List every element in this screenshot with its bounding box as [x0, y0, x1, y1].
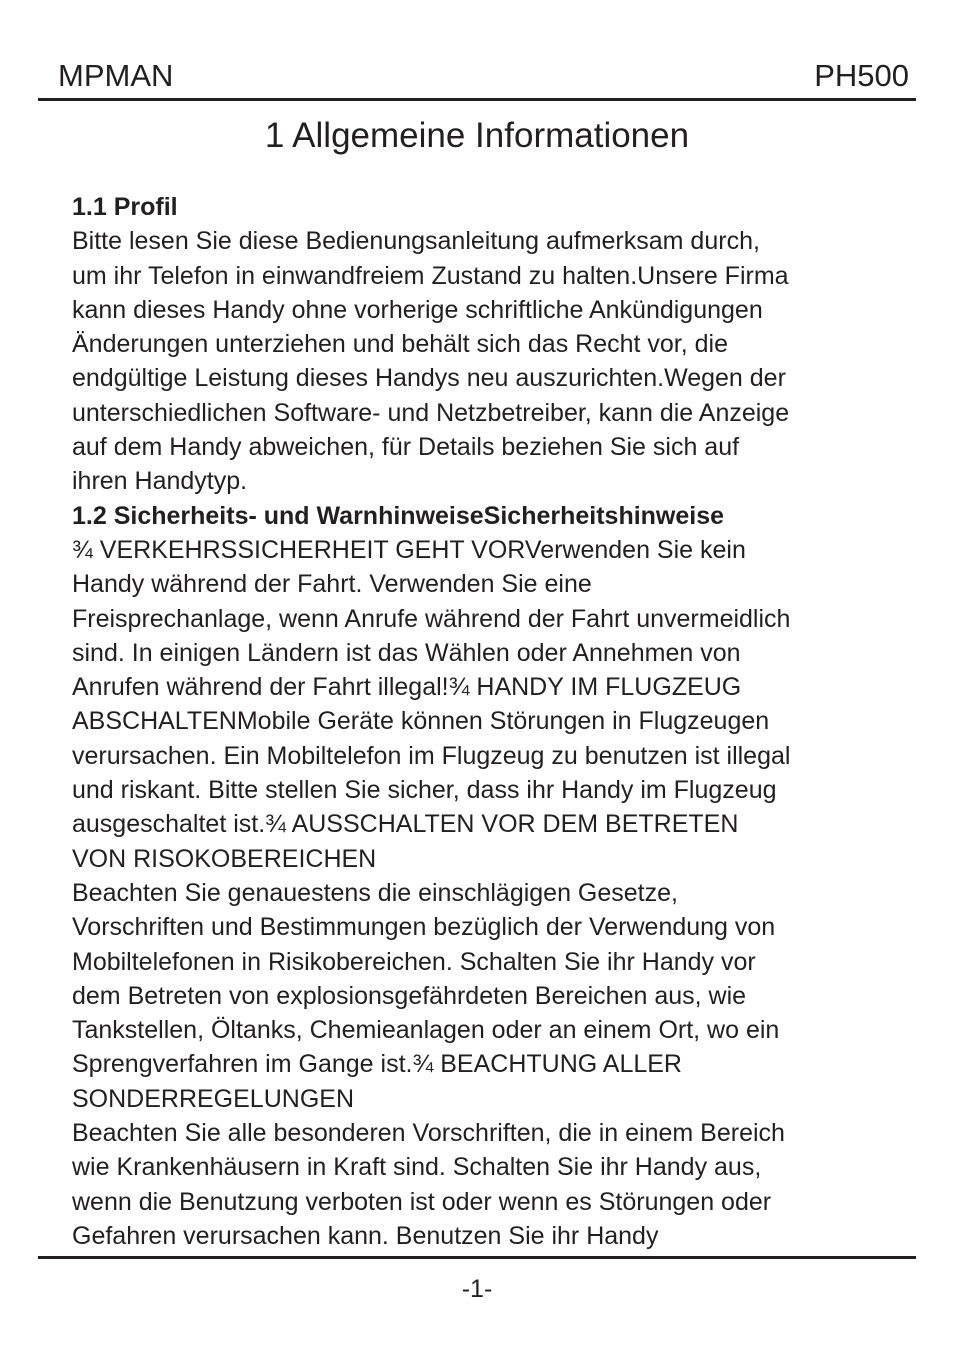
body-line: Beachten Sie alle besonderen Vorschriften, die in einem Bereich — [72, 1119, 785, 1148]
footer-rule — [38, 1256, 916, 1259]
section-heading: 1.2 Sicherheits- und WarnhinweiseSicherheitshinweise — [72, 501, 725, 530]
body-line: Freisprechanlage, wenn Anrufe während der Fahrt unvermeidlich — [72, 604, 791, 633]
body-line: Bitte lesen Sie diese Bedienungsanleitung aufmerksam durch, — [72, 227, 760, 256]
header-brand: MPMAN — [58, 58, 174, 93]
body-line: endgültige Leistung dieses Handys neu auszurichten.Wegen der — [72, 364, 786, 393]
body-line: verursachen. Ein Mobiltelefon im Flugzeug zu benutzen ist illegal — [72, 741, 791, 770]
body-line: VON RISOKOBEREICHEN — [72, 844, 377, 873]
body-line: um ihr Telefon in einwandfreiem Zustand zu halten.Unsere Firma — [72, 261, 789, 290]
body-line: Handy während der Fahrt. Verwenden Sie eine — [72, 570, 592, 599]
body-line: sind. In einigen Ländern ist das Wählen oder Annehmen von — [72, 638, 741, 667]
body-line: wie Krankenhäusern in Kraft sind. Schalten Sie ihr Handy aus, — [72, 1153, 762, 1182]
body-line: auf dem Handy abweichen, für Details beziehen Sie sich auf — [72, 433, 740, 462]
body-line: Gefahren verursachen kann. Benutzen Sie ihr Handy — [72, 1221, 659, 1250]
body-line: dem Betreten von explosionsgefährdeten Bereichen aus, wie — [72, 981, 747, 1010]
body-line: Tankstellen, Öltanks, Chemieanlagen oder an einem Ort, wo ein — [72, 1016, 780, 1045]
body-line: Änderungen unterziehen und behält sich das Recht vor, die — [72, 330, 729, 359]
body-text — [72, 190, 892, 1253]
body-line: ABSCHALTENMobile Geräte können Störungen in Flugzeugen — [72, 707, 770, 736]
body-line: Sprengverfahren im Gange ist.¾ BEACHTUNG ALLER — [72, 1050, 682, 1079]
body-line: kann dieses Handy ohne vorherige schriftliche Ankündigungen — [72, 295, 763, 324]
body-line: Anrufen während der Fahrt illegal!¾ HANDY IM FLUGZEUG — [72, 673, 742, 702]
header-rule — [38, 98, 916, 101]
page-number: -1- — [461, 1275, 493, 1303]
body-line: ihren Handytyp. — [72, 467, 248, 496]
body-line: unterschiedlichen Software- und Netzbetreiber, kann die Anzeige — [72, 398, 790, 427]
body-line: ¾ VERKEHRSSICHERHEIT GEHT VORVerwenden Sie kein — [72, 535, 746, 564]
body-line: SONDERREGELUNGEN — [72, 1084, 354, 1113]
chapter-title: 1 Allgemeine Informationen — [264, 116, 690, 155]
body-line: ausgeschaltet ist.¾ AUSSCHALTEN VOR DEM BETRETEN — [72, 810, 739, 839]
body-line: wenn die Benutzung verboten ist oder wenn es Störungen oder — [72, 1187, 772, 1216]
header-model: PH500 — [814, 58, 909, 93]
section-heading: 1.1 Profil — [72, 193, 178, 221]
body-line: Mobiltelefonen in Risikobereichen. Schalten Sie ihr Handy vor — [72, 947, 756, 976]
body-line: Vorschriften und Bestimmungen bezüglich der Verwendung von — [72, 913, 776, 942]
page-header — [58, 52, 909, 96]
body-line: Beachten Sie genauestens die einschlägigen Gesetze, — [72, 878, 678, 907]
body-line: und riskant. Bitte stellen Sie sicher, dass ihr Handy im Flugzeug — [72, 776, 777, 805]
